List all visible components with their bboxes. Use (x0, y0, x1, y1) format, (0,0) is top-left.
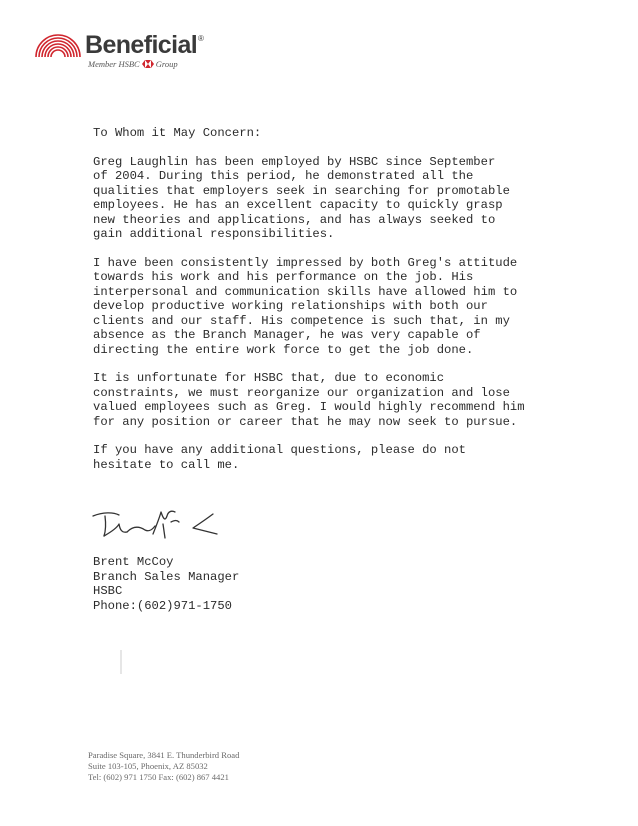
scan-artifact (120, 650, 122, 674)
footer-contact: Tel: (602) 971 1750 Fax: (602) 867 4421 (88, 772, 229, 783)
beneficial-arc-logo-icon (30, 31, 86, 57)
footer-address (88, 750, 239, 784)
handwritten-signature (89, 500, 229, 548)
signer-phone: Phone:(602)971-1750 (93, 598, 232, 613)
footer-suite: Suite 103-105, Phoenix, AZ 85032 (88, 761, 208, 772)
paragraph-employment: Greg Laughlin has been employed by HSBC since September of 2004. During this period, he demonstrated all the qualities that employers seek in searching for promotable employees. He has an excellent capacity to quickly grasp new theories and applications, and has always seeked to gain additional responsibilities. (93, 154, 510, 241)
paragraph-closing: If you have any additional questions, please do not hesitate to call me. (93, 443, 466, 472)
letter-body (93, 126, 613, 486)
signer-block (93, 555, 239, 613)
hsbc-hexagon-icon (142, 60, 154, 68)
paragraph-recommendation: It is unfortunate for HSBC that, due to economic constraints, we must reorganize our organization and lose valued employees such as Greg. I would highly recommend him for any position or career that he may now seek to pursue. (93, 371, 525, 429)
member-suffix: Group (155, 59, 178, 69)
member-line (88, 59, 178, 69)
brand-name: Beneficial (85, 31, 198, 59)
member-prefix: Member HSBC (88, 59, 140, 69)
signer-title: Branch Sales Manager (93, 569, 240, 584)
signer-company: HSBC (93, 584, 123, 598)
salutation: To Whom it May Concern: (93, 126, 262, 140)
footer-street: Paradise Square, 3841 E. Thunderbird Road (88, 750, 240, 760)
signer-name: Brent McCoy (93, 555, 174, 569)
registered-mark: ® (198, 34, 204, 43)
paragraph-impressions: I have been consistently impressed by both Greg's attitude towards his work and his performance on the job. His interpersonal and communication skills have allowed him to develop productive working relationships with both our clients and our staff. His competence is such that, in my absence as the Branch Manager, he was very capable of directing the entire work force to get the job done. (93, 255, 518, 357)
